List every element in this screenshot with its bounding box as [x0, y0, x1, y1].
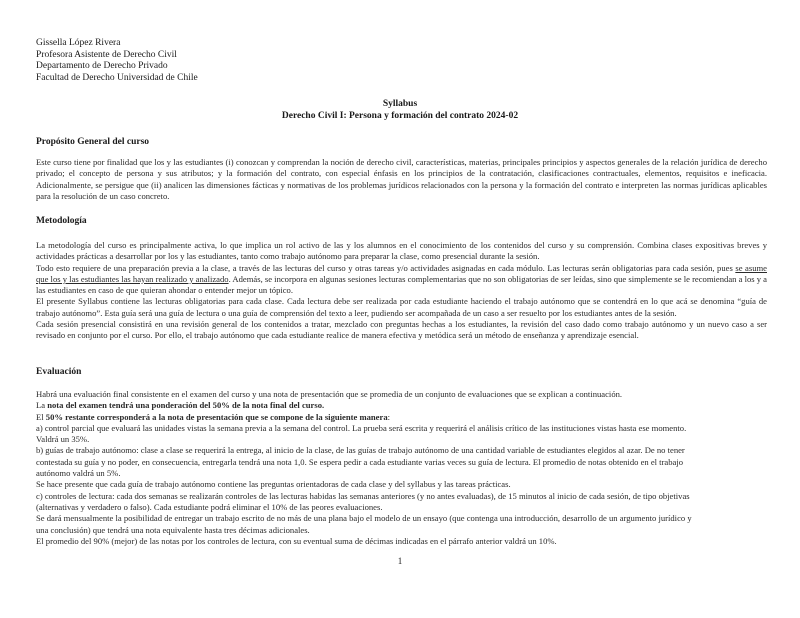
- evaluacion-line: Habrá una evaluación final consistente en el examen del curso y una nota de presentación que se promedia de un conjunto de evaluaciones que se explican a continuación.: [36, 389, 623, 399]
- metodologia-paragraphs: [36, 240, 767, 342]
- title-line-2: Derecho Civil I: Persona y formación del contrato 2024-02: [281, 110, 519, 121]
- section-heading-evaluacion: Evaluación: [36, 367, 82, 377]
- evaluacion-line: Valdrá un 35%.: [36, 434, 90, 445]
- document-title: [0, 99, 800, 122]
- author-name: Gissella López Rivera: [36, 38, 121, 48]
- evaluacion-line: b) guías de trabajo autónomo: clase a clase se requerirá la entrega, al inicio de la clase, de las guías de trabajo autónomo de una cantidad variable de estudiantes elegidos al azar. De no tener: [36, 445, 685, 456]
- metodologia-p2: [36, 263, 767, 297]
- evaluacion-line: autónomo valdrá un 5%.: [36, 468, 121, 479]
- evaluacion-line: [36, 412, 767, 423]
- evaluacion-bold-text: 50% restante corresponderá a la nota de presentación que se compone de la siguiente manera: [45, 411, 388, 422]
- evaluacion-line: una conclusión) que tendrá una nota equivalente hasta tres décimas adicionales.: [36, 524, 310, 535]
- evaluacion-line: c) controles de lectura: cada dos semanas se realizarán controles de las lecturas habidas las semanas anteriores (y no antes evaluadas), de 15 minutos al inicio de cada sesión, de tipo objetivas: [36, 490, 690, 501]
- page-number: 1: [397, 556, 403, 566]
- evaluacion-paragraphs: [36, 389, 767, 547]
- evaluacion-text: El: [36, 411, 46, 422]
- evaluacion-line: El promedio del 90% (mejor) de las notas por los controles de lectura, con su eventual suma de décimas indicadas en el párrafo anterior valdrá un 10%.: [36, 535, 557, 546]
- proposito-text: Este curso tiene por finalidad que los y las estudiantes (i) conozcan y comprendan la noción de derecho civil, características, materias, principales principios y aspectos generales de la relación jurídica de derecho privado; el concepto de persona y sus atributos; y la formación del contrato, con especial énfasis en los principios de la contratación, clasificaciones contractuales, elementos, requisitos e ineficacia. Adicionalmente, se persigue que (ii) analicen las dimensiones fácticas y normativas de los problemas jurídicos relacionados con la persona y la formación del contrato e interpreten las normas jurídicas aplicables para la resolución de un caso concreto.: [36, 157, 767, 201]
- metodologia-p2-end: . Además, se incorpora en algunas sesiones lecturas complementarias que no son obligatorias de ser leídas, sino que simplemente se le recomiendan a los y a las estudiantes en caso de que quieran ahondar o entender mejor un tópico.: [36, 273, 768, 296]
- evaluacion-bold-text: nota del examen tendrá una ponderación del 50% de la nota final del curso.: [47, 400, 325, 411]
- section-heading-metodologia: Metodología: [36, 216, 87, 226]
- proposito-paragraph: [36, 157, 767, 202]
- metodologia-p4: Cada sesión presencial consistirá en una revisión general de los contenidos a tratar, mezclado con preguntas hechas a los estudiantes, la revisión del caso dado como trabajo autónomo y un nuevo caso a ser revisado en conjunto por el curso. Por ello, el trabajo autónomo que cada estudiante realice de manera efectiva y metódica será un método de enseñanza y aprendizaje esencial.: [36, 319, 767, 341]
- author-department: Departamento de Derecho Privado: [36, 61, 168, 71]
- section-heading-proposito: Propósito General del curso: [36, 137, 150, 147]
- evaluacion-line: [36, 400, 767, 411]
- author-faculty: Facultad de Derecho Universidad de Chile: [36, 72, 198, 83]
- metodologia-p3: El presente Syllabus contiene las lecturas obligatorias para cada clase. Cada lectura debe ser realizada por cada estudiante haciendo el trabajo autónomo que se contendrá en lo que acá se denomina “guía de trabajo autónomo”. Esta guía será una guía de lectura o una guía de comprensión del texto a leer, pudiendo ser acompañada de un caso a ser resuelto por los estudiantes antes de la sesión.: [36, 296, 767, 318]
- evaluacion-text: :: [387, 411, 391, 422]
- metodologia-p2-start: Todo esto requiere de una preparación previa a la clase, a través de las lecturas del curso y otras tareas y/o actividades asignadas en cada módulo. Las lecturas serán obligatorias para cada sesión, pues: [36, 262, 736, 273]
- evaluacion-line: Se hace presente que cada guía de trabajo autónomo contiene las preguntas orientadoras de cada clase y del syllabus y las tareas prácticas.: [36, 479, 511, 490]
- evaluacion-line: Se dará mensualmente la posibilidad de entregar un trabajo escrito de no más de una plana bajo el modelo de un ensayo (que contenga una introducción, desarrollo de un argumento jurídico y: [36, 513, 692, 524]
- author-role: Profesora Asistente de Derecho Civil: [36, 49, 177, 60]
- evaluacion-line: (alternativas y verdadero o falso). Cada estudiante podrá eliminar el 10% de las peores evaluaciones.: [36, 501, 383, 512]
- evaluacion-line: contestada su guía y no poder, en consecuencia, entregarla tendrá una nota 1,0. Se espera pedir a cada estudiante varias veces su guía de lectura. El promedio de notas obtenido en el trabajo: [36, 456, 684, 467]
- author-header: [36, 38, 198, 84]
- title-line-1: Syllabus: [382, 99, 418, 109]
- evaluacion-line: a) control parcial que evaluará las unidades vistas la semana previa a la semana del control. La prueba será escrita y requerirá el análisis crítico de las instituciones vistas hasta ese momento.: [36, 422, 687, 433]
- evaluacion-text: La: [36, 400, 48, 411]
- metodologia-p2-underlined: se asume que los y las estudiantes las hayan realizado y analizado: [36, 262, 767, 284]
- metodologia-p1: La metodología del curso es principalmente activa, lo que implica un rol activo de las y los alumnos en el conocimiento de los contenidos del curso y su comprensión. Combina clases expositivas breves y actividades prácticas a desarrollar por los y las estudiantes, tanto como trabajo autónomo para preparar la clase, como presencial durante la sesión.: [36, 240, 767, 262]
